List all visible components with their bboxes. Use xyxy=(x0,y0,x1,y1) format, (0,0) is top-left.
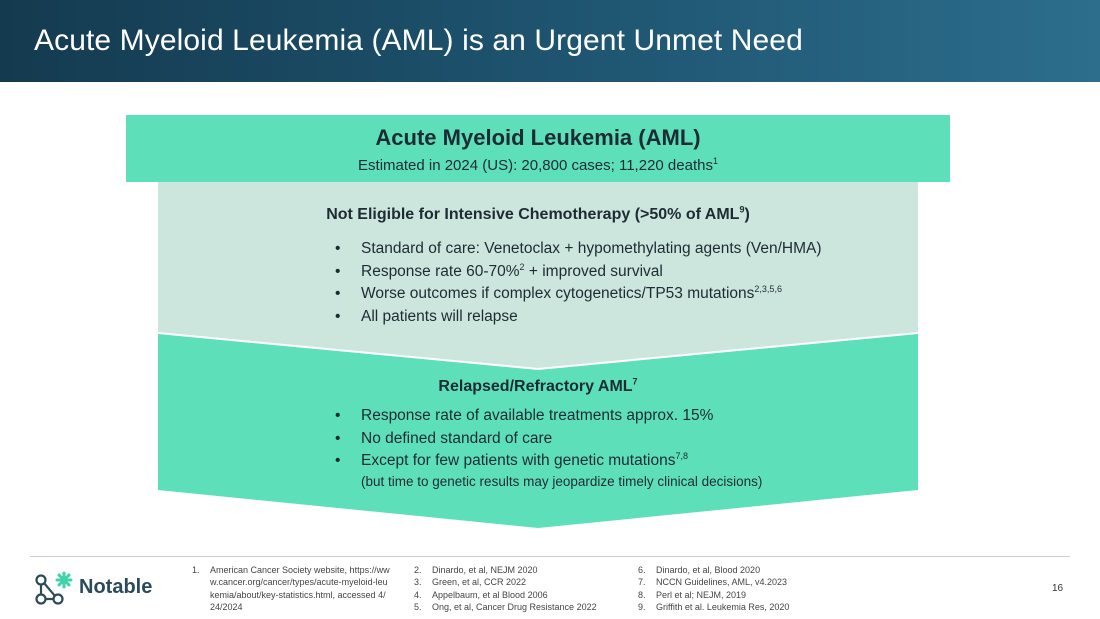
list-item: • Response rate of available treatments approx. 15% xyxy=(335,405,713,428)
section1-bullet-list xyxy=(335,238,822,328)
references-column-1 xyxy=(192,564,392,613)
section2-title: Relapsed/Refractory AML$^7$ xyxy=(438,376,638,395)
page-number: 16 xyxy=(1052,583,1064,594)
list-item: • Standard of care: Venetoclax + hypomethylating agents (Ven/HMA) xyxy=(335,238,822,261)
slide-title: Acute Myeloid Leukemia (AML) is an Urgent Unmet Need xyxy=(34,24,803,57)
reference-item: 8. Perl et al; NEJM, 2019 xyxy=(638,589,747,600)
list-item: • No defined standard of care xyxy=(335,428,713,451)
notable-logo xyxy=(34,570,164,608)
aml-box-subtitle: Estimated in 2024 (US): 20,800 cases; 11,220 deaths$^1$ xyxy=(358,156,718,174)
reference-item: 9. Griffith et al. Leukemia Res, 2020 xyxy=(638,601,790,612)
reference-item: 7. NCCN Guidelines, AML, v4.2023 xyxy=(638,577,788,588)
list-item: • Worse outcomes if complex cytogenetics/TP53 mutations$^{2,3,5,6}$ xyxy=(335,283,822,306)
bullet-icon: • xyxy=(335,285,341,302)
references-column-3 xyxy=(638,564,789,613)
section1-title: Not Eligible for Intensive Chemotherapy (>50% of AML$^9$) xyxy=(326,204,750,223)
aml-box-title: Acute Myeloid Leukemia (AML) xyxy=(375,125,701,150)
reference-item: 2. Dinardo, et al, NEJM 2020 xyxy=(414,565,538,575)
bullet-icon: • xyxy=(335,452,341,469)
bullet-icon: • xyxy=(335,262,341,280)
bullet-icon: • xyxy=(335,307,341,325)
reference-item: 6. Dinardo, et al, Blood 2020 xyxy=(638,565,761,575)
section2-bullet-list xyxy=(335,405,713,473)
notable-molecule-logo-icon xyxy=(34,570,76,608)
reference-item: 4. Appelbaum, et al Blood 2006 xyxy=(414,589,548,600)
reference-item: 1. American Cancer Society website, https://www.cancer.org/cancer/types/acute-myeloid-leukemia/about/key-statistics.html, accessed 4/24/2024 xyxy=(192,565,390,612)
bullet-icon: • xyxy=(335,240,341,257)
list-item: • Except for few patients with genetic mutations$^{7,8}$ xyxy=(335,450,713,473)
references-column-2 xyxy=(414,564,597,613)
reference-item: 3. Green, et al, CCR 2022 xyxy=(414,577,527,588)
reference-item: 5. Ong, et al, Cancer Drug Resistance 2022 xyxy=(414,601,597,612)
bullet-icon: • xyxy=(335,407,341,424)
bullet-icon: • xyxy=(335,429,341,447)
list-item: • Response rate 60-70%$^2$ + improved survival xyxy=(335,261,822,284)
footer-divider xyxy=(30,556,1070,557)
logo-wordmark: Notable xyxy=(79,576,153,598)
list-item: • All patients will relapse xyxy=(335,306,822,329)
aml-summary-box xyxy=(126,115,950,182)
genetic-results-note: (but time to genetic results may jeopardize timely clinical decisions) xyxy=(361,474,763,489)
